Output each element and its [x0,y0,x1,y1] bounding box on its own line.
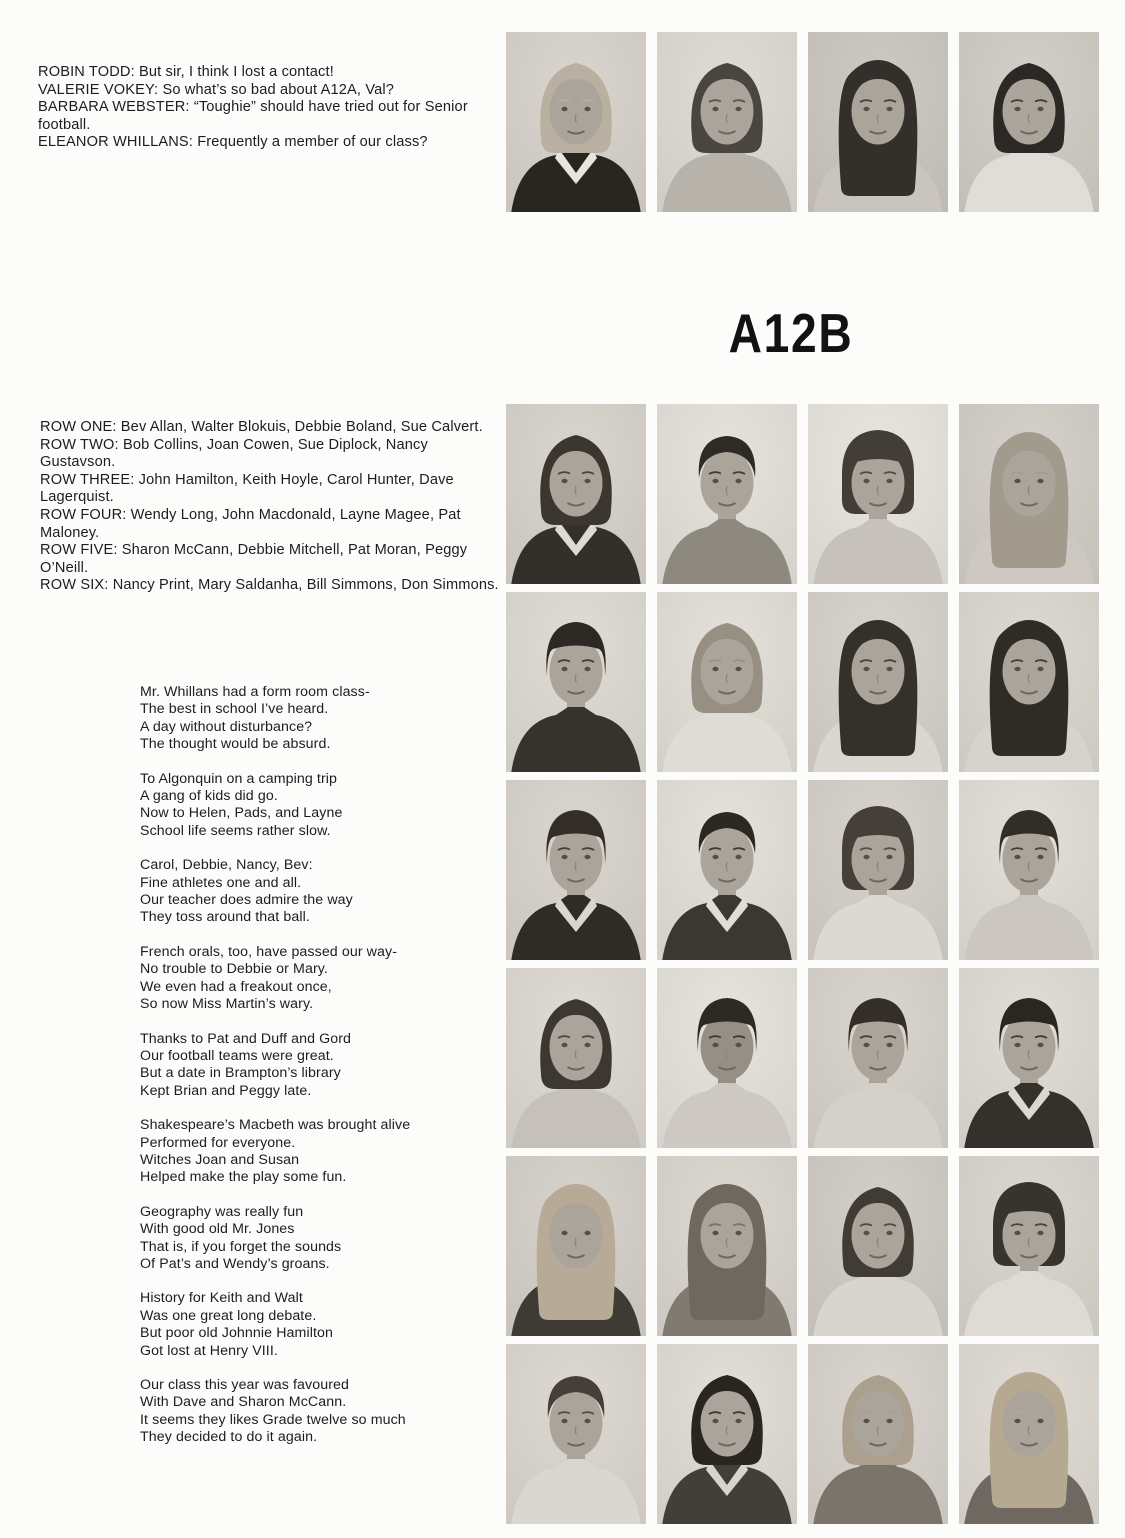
portrait-illustration [506,592,646,772]
portrait-illustration [808,592,948,772]
portrait-illustration [808,780,948,960]
portrait-illustration [506,780,646,960]
poem-line: Was one great long debate. [140,1307,317,1324]
poem-line: We even had a freakout once, [140,978,332,995]
poem-line: Witches Joan and Susan [140,1151,300,1168]
poem-line: Kept Brian and Peggy late. [140,1082,312,1099]
portrait-photo [657,32,797,212]
poem-line: With Dave and Sharon McCann. [140,1394,347,1411]
portrait-illustration [808,404,948,584]
portrait-illustration [808,1156,948,1336]
poem-line: A day without disturbance? [140,718,313,735]
class-photo-grid [506,404,1099,1524]
poem-line: History for Keith and Walt [140,1290,303,1307]
portrait-photo [808,404,948,584]
portrait-photo [808,592,948,772]
portrait-photo [959,780,1099,960]
portrait-photo [959,968,1099,1148]
roster-row: ROW ONE: Bev Allan, Walter Blokuis, Debbie Boland, Sue Calvert. [40,419,483,435]
portrait-photo [959,404,1099,584]
portrait-photo [959,1344,1099,1524]
top-photo-row [506,32,1099,212]
poem-line: Shakespeare’s Macbeth was brought alive [140,1117,411,1134]
poem-stanza [140,944,532,1014]
portrait-photo [959,1156,1099,1336]
portrait-illustration [657,1344,797,1524]
class-title: A12B [728,302,854,364]
portrait-photo [506,592,646,772]
portrait-illustration [506,1344,646,1524]
portrait-photo [657,1344,797,1524]
poem-line: Of Pat’s and Wendy’s groans. [140,1255,330,1272]
portrait-illustration [959,1156,1099,1336]
poem-line: Carol, Debbie, Nancy, Bev: [140,857,313,874]
poem-line: That is, if you forget the sounds [140,1238,342,1255]
portrait-illustration [959,780,1099,960]
portrait-photo [657,404,797,584]
poem-line: To Algonquin on a camping trip [140,770,338,787]
poem-line: Performed for everyone. [140,1134,296,1151]
poem-stanza [140,1117,532,1187]
quote-line: VALERIE VOKEY: So what’s so bad about A12A, Val? [38,81,395,98]
roster-row: ROW FOUR: Wendy Long, John Macdonald, Layne Magee, Pat Maloney. [40,506,461,541]
portrait-illustration [808,1344,948,1524]
poem-stanza [140,771,532,841]
poem-stanza [140,1290,532,1360]
poem-line: But poor old Johnnie Hamilton [140,1325,333,1342]
portrait-photo [506,1344,646,1524]
roster-block [40,419,502,595]
portrait-illustration [808,968,948,1148]
poem-stanza [140,857,532,927]
portrait-photo [808,780,948,960]
portrait-illustration [959,32,1099,212]
portrait-photo [808,968,948,1148]
portrait-illustration [808,32,948,212]
poem-stanza [140,1204,532,1274]
roster-row: ROW SIX: Nancy Print, Mary Saldanha, Bill Simmons, Don Simmons. [40,577,499,594]
quote-line: BARBARA WEBSTER: “Toughie” should have tried out for Senior football. [38,99,468,133]
poem-line: School life seems rather slow. [140,822,331,839]
poem-line: Thanks to Pat and Duff and Gord [140,1030,352,1047]
portrait-photo [959,32,1099,212]
portrait-photo [959,592,1099,772]
portrait-illustration [657,780,797,960]
poem-stanza [140,684,532,754]
poem-stanza [140,1031,532,1101]
portrait-illustration [657,592,797,772]
portrait-photo [506,968,646,1148]
portrait-illustration [657,968,797,1148]
quote-line: ROBIN TODD: But sir, I think I lost a contact! [38,64,334,80]
poem-line: Mr. Whillans had a form room class- [140,684,370,700]
portrait-photo [657,592,797,772]
poem-line: They toss around that ball. [140,909,310,926]
portrait-photo [808,32,948,212]
poem-line: A gang of kids did go. [140,788,278,805]
poem-line: Fine athletes one and all. [140,874,302,891]
portrait-illustration [506,1156,646,1336]
portrait-illustration [657,404,797,584]
portrait-photo [506,32,646,212]
poem-line: Our football teams were great. [140,1047,334,1064]
portrait-photo [506,404,646,584]
poem-line: French orals, too, have passed our way- [140,943,398,960]
poem-line: But a date in Brampton’s library [140,1065,341,1082]
portrait-photo [808,1156,948,1336]
portrait-illustration [959,1344,1099,1524]
portrait-photo [657,780,797,960]
portrait-illustration [959,404,1099,584]
portrait-illustration [657,1156,797,1336]
portrait-photo [506,1156,646,1336]
poem-line: The best in school I’ve heard. [140,701,329,718]
portrait-illustration [506,968,646,1148]
poem-line: So now Miss Martin’s wary. [140,996,314,1013]
portrait-photo [808,1344,948,1524]
poem-line: Now to Helen, Pads, and Layne [140,805,343,822]
poem-line: No trouble to Debbie or Mary. [140,961,328,978]
portrait-photo [657,968,797,1148]
poem-line: Our teacher does admire the way [140,892,353,909]
poem-line: The thought would be absurd. [140,736,331,753]
poem-line: They decided to do it again. [140,1429,318,1446]
poem-line: With good old Mr. Jones [140,1221,295,1238]
poem-line: Our class this year was favoured [140,1377,350,1393]
poem-line: It seems they likes Grade twelve so much [140,1411,406,1428]
poem-line: Got lost at Henry VIII. [140,1342,278,1359]
class-poem [140,684,532,1464]
poem-line: Helped make the play some fun. [140,1169,347,1186]
portrait-illustration [506,32,646,212]
quote-line: ELEANOR WHILLANS: Frequently a member of our class? [38,134,428,151]
portrait-illustration [959,968,1099,1148]
portrait-illustration [506,404,646,584]
roster-row: ROW TWO: Bob Collins, Joan Cowen, Sue Diplock, Nancy Gustavson. [40,436,428,471]
portrait-illustration [959,592,1099,772]
roster-row: ROW THREE: John Hamilton, Keith Hoyle, Carol Hunter, Dave Lagerquist. [40,471,454,506]
poem-stanza [140,1377,532,1447]
quotes-block [38,64,500,152]
poem-line: Geography was really fun [140,1203,304,1220]
portrait-illustration [657,32,797,212]
portrait-photo [506,780,646,960]
roster-row: ROW FIVE: Sharon McCann, Debbie Mitchell, Pat Moran, Peggy O’Neill. [40,542,468,576]
portrait-photo [657,1156,797,1336]
